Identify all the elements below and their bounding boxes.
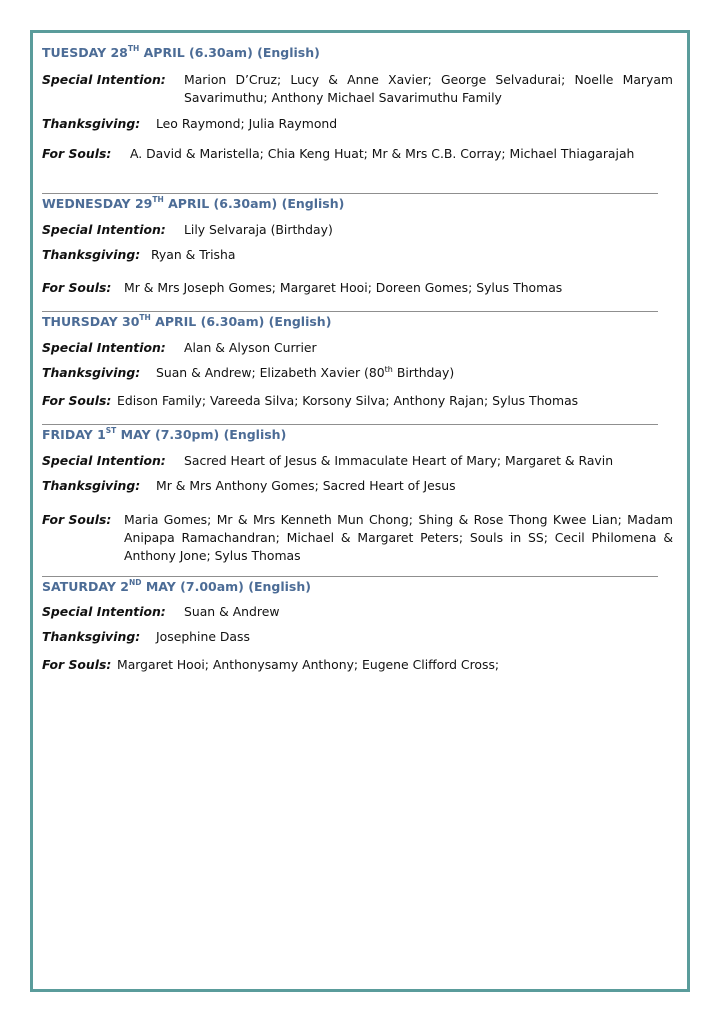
section-heading: THURSDAY 30TH APRIL (6.30am) (English)	[42, 312, 332, 329]
for-souls-label: For Souls:	[42, 146, 112, 161]
thanksgiving-text: Suan & Andrew; Elizabeth Xavier (80th Birthday)	[156, 364, 455, 380]
thanksgiving-text: Ryan & Trisha	[151, 247, 236, 262]
thanksgiving-label: Thanksgiving:	[42, 116, 141, 131]
mass-section-thursday	[42, 312, 676, 408]
special-intention-row	[42, 71, 673, 107]
section-heading: WEDNESDAY 29TH APRIL (6.30am) (English)	[42, 194, 345, 211]
thanksgiving-text: Leo Raymond; Julia Raymond	[156, 116, 338, 131]
mass-section-wednesday	[42, 194, 676, 295]
for-souls-label: For Souls:	[42, 657, 112, 672]
special-intention-text: Lily Selvaraja (Birthday)	[184, 222, 333, 237]
for-souls-label: For Souls:	[42, 280, 112, 295]
for-souls-text: Mr & Mrs Joseph Gomes; Margaret Hooi; Doreen Gomes; Sylus Thomas	[124, 280, 563, 295]
mass-section-saturday	[42, 577, 676, 672]
for-souls-text: A. David & Maristella; Chia Keng Huat; Mr & Mrs C.B. Corray; Michael Thiagarajah	[130, 146, 635, 161]
thanksgiving-label: Thanksgiving:	[42, 247, 141, 262]
for-souls-label: For Souls:	[42, 512, 112, 527]
mass-section-friday	[42, 425, 676, 563]
for-souls-text: Maria Gomes; Mr & Mrs Kenneth Mun Chong; Shing & Rose Thong Kwee Lian; Madam Anipapa Ramachandran; Michael & Margaret Peters; Souls in SS; Cecil Philomena & Anthony Jone; Sylus Thomas	[124, 512, 673, 563]
section-divider	[42, 424, 658, 425]
section-divider	[42, 193, 658, 194]
section-heading: FRIDAY 1ST MAY (7.30pm) (English)	[42, 425, 287, 442]
special-intention-text: Alan & Alyson Currier	[184, 340, 317, 355]
special-intention-label: Special Intention:	[42, 340, 166, 355]
for-souls-text: Edison Family; Vareeda Silva; Korsony Silva; Anthony Rajan; Sylus Thomas	[117, 393, 579, 408]
section-heading: SATURDAY 2ND MAY (7.00am) (English)	[42, 577, 311, 594]
special-intention-label: Special Intention:	[42, 453, 166, 468]
section-divider	[42, 576, 658, 577]
for-souls-row	[42, 511, 673, 565]
for-souls-text: Margaret Hooi; Anthonysamy Anthony; Eugene Clifford Cross;	[117, 657, 500, 672]
special-intention-text: Marion D’Cruz; Lucy & Anne Xavier; George Selvadurai; Noelle Maryam Savarimuthu; Anthony Michael Savarimuthu Family	[184, 72, 673, 105]
thanksgiving-label: Thanksgiving:	[42, 478, 141, 493]
special-intention-text: Suan & Andrew	[184, 604, 280, 619]
special-intention-label: Special Intention:	[42, 72, 166, 87]
thanksgiving-label: Thanksgiving:	[42, 365, 141, 380]
special-intention-label: Special Intention:	[42, 604, 166, 619]
section-divider	[42, 311, 658, 312]
section-heading: TUESDAY 28TH APRIL (6.30am) (English)	[42, 43, 320, 60]
for-souls-label: For Souls:	[42, 393, 112, 408]
special-intention-label: Special Intention:	[42, 222, 166, 237]
thanksgiving-label: Thanksgiving:	[42, 629, 141, 644]
thanksgiving-text: Mr & Mrs Anthony Gomes; Sacred Heart of Jesus	[156, 478, 456, 493]
mass-section-tuesday	[42, 43, 676, 161]
special-intention-text: Sacred Heart of Jesus & Immaculate Heart of Mary; Margaret & Ravin	[184, 453, 614, 468]
thanksgiving-text: Josephine Dass	[156, 629, 250, 644]
